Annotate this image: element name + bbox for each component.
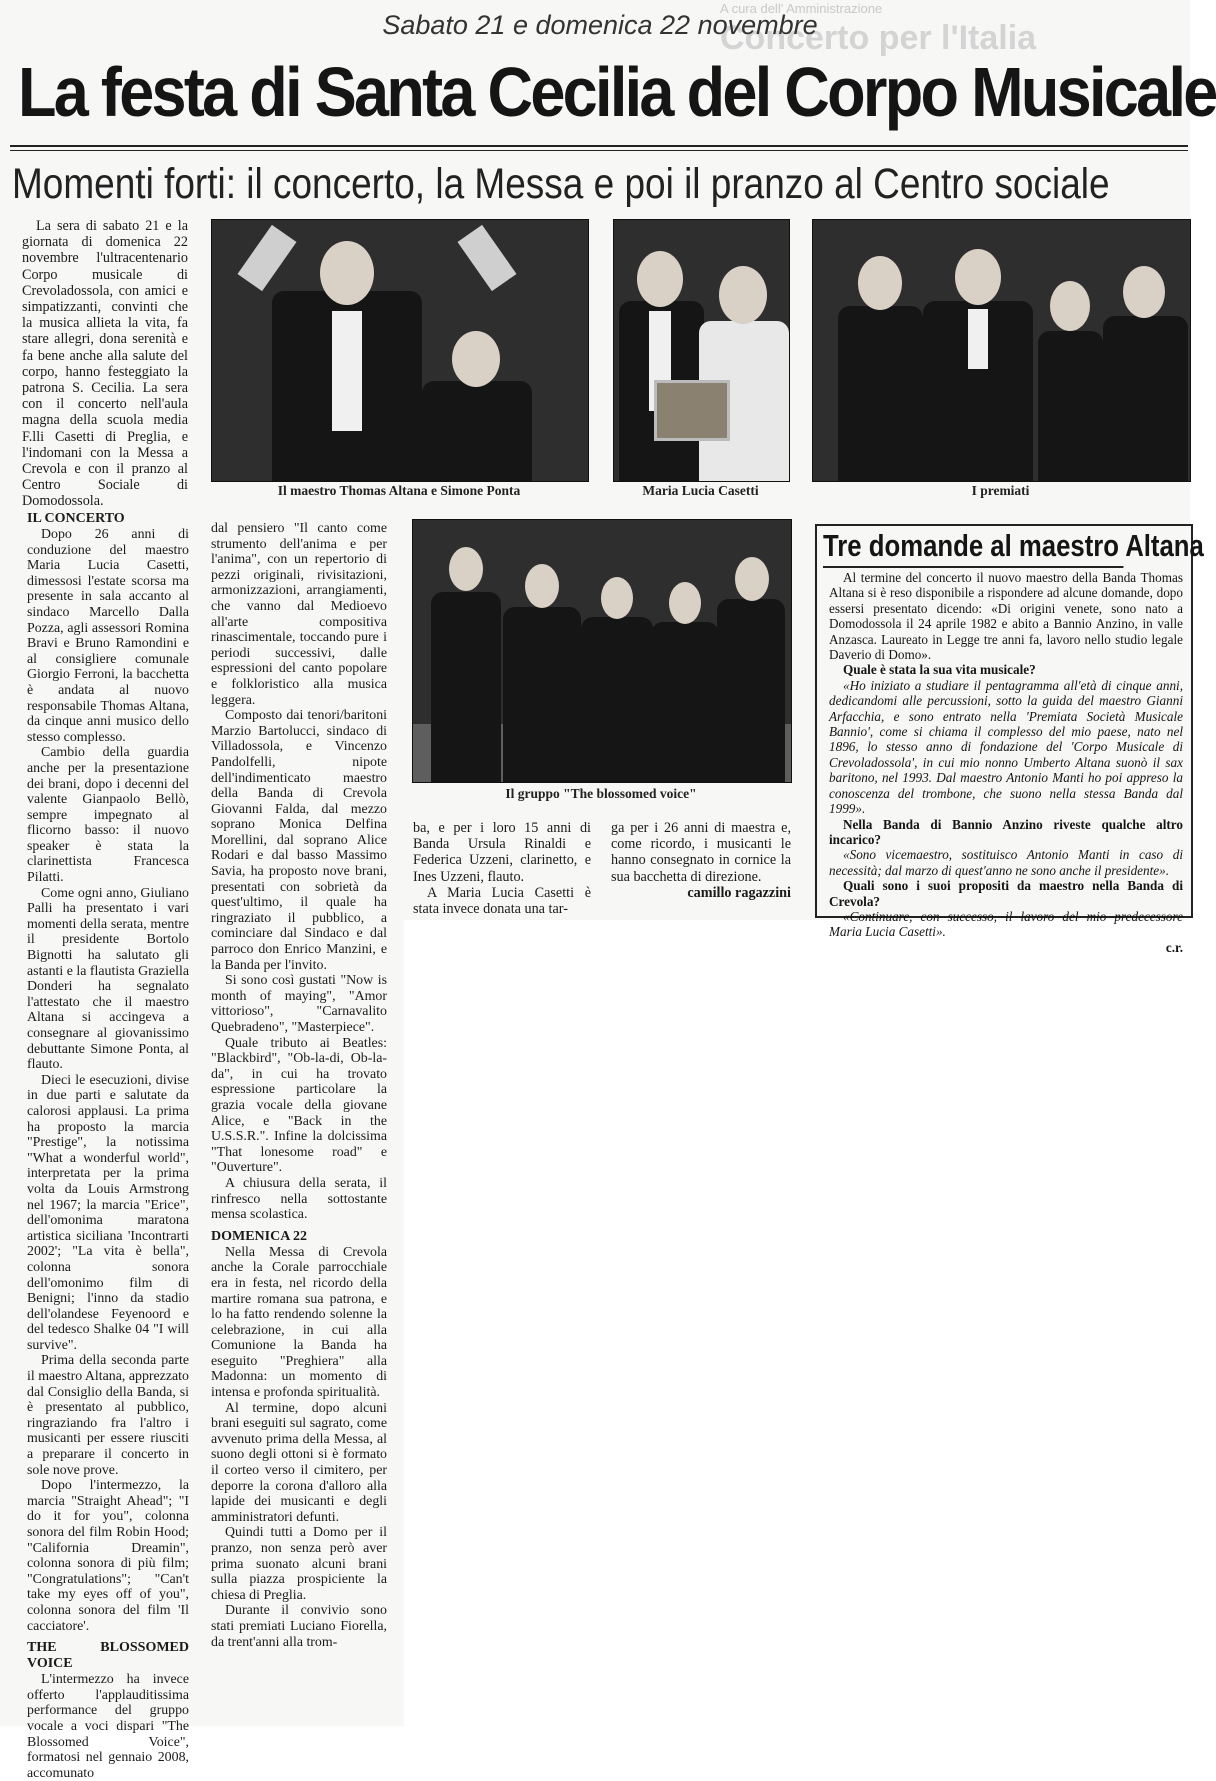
person-head <box>955 249 1001 305</box>
interview-answer: «Sono vicemaestro, sostituisco Antonio Manti in caso di necessità; dal marzo di quest'anno ne sono anche il presidente». <box>829 847 1183 878</box>
photo-caption: I premiati <box>971 483 1030 498</box>
paragraph: L'intermezzo ha invece offerto l'applauditissima performance del gruppo vocale a voci dispari "The Blossomed Voice", formatosi nel gennaio 2008, accomunato <box>27 1672 189 1781</box>
person-head <box>452 331 500 387</box>
person-figure <box>923 249 1033 481</box>
interview-question: Quali sono i suoi propositi da maestro nella Banda di Crevola? <box>829 878 1183 909</box>
interview-answer: «Continuare, con successo, il lavoro del mio predecessore Maria Lucia Casetti». <box>829 908 1183 940</box>
person-body <box>838 306 923 481</box>
person-figure <box>619 251 704 481</box>
section-heading: THE BLOSSOMED VOICE <box>27 1640 189 1672</box>
person-shirt <box>968 309 988 369</box>
person-figure <box>1103 266 1188 481</box>
person-figure <box>422 331 532 481</box>
sidebar-intro: Al termine del concerto il nuovo maestro della Banda Thomas Altana si è reso disponibile a rispondere ad alcune domande, dopo essersi presentato dicendo: «Di origini venete, sono nato a Domodossola il 24 aprile 1982 e abito a Bannio Anzino, in valle Anzasca. Laureato in Legge tre anni fa, lavoro nello studio legale Daverio di Domo». <box>829 570 1183 663</box>
framed-plaque <box>654 380 730 441</box>
person-head <box>669 582 701 624</box>
person-head <box>320 241 374 305</box>
paragraph: Quindi tutti a Domo per il pranzo, non senza però aver prima suonato alcuni brani sulla piazza prospiciente la chiesa di Preglia. <box>211 1525 387 1603</box>
subheadline: Momenti forti: il concerto, la Messa e poi il pranzo al Centro sociale <box>12 160 1110 208</box>
photo-maria-lucia-casetti <box>613 219 790 482</box>
interview-sidebar <box>815 524 1204 955</box>
paragraph: Come ogni anno, Giuliano Palli ha presentato i vari momenti della serata, mentre il presidente Bortolo Bignotti ha salutato gli astanti e la flautista Graziella Donderi ha segnalato l'attestato che il maestro Altana si accingeva a consegnare al giovanissimo debuttante Simone Ponta, al flauto. <box>27 885 189 1073</box>
person-body <box>717 599 785 782</box>
person-figure <box>503 564 581 782</box>
article-column-2 <box>211 521 387 1650</box>
person-figure <box>581 577 653 782</box>
kicker: Sabato 21 e domenica 22 novembre <box>382 10 818 40</box>
person-figure <box>717 557 785 782</box>
photo-caption: Maria Lucia Casetti <box>642 483 759 498</box>
photo-i-premiati <box>812 219 1191 482</box>
paragraph: dal pensiero "Il canto come strumento dell'anima e per l'anima", con un repertorio di pezzi originali, rivisitazioni, armonizzazioni, arrangiamenti, che vanno dal Medioevo all'arte compositiva rinascimentale, toccando pure i periodi successivi, dalle espressioni del canto popolare e folkloristico alla musica leggera. <box>211 521 387 708</box>
headline: La festa di Santa Cecilia del Corpo Musicale <box>18 53 1216 131</box>
person-figure <box>699 266 789 481</box>
ceiling-light <box>458 225 517 291</box>
paragraph: Dieci le esecuzioni, divise in due parti e salutate da calorosi applausi. La prima ha proposto la marcia "Prestige", la notissima "What a wonderful world", interpretata per la prima volta da Louis Armstrong nel 1967; la marcia "Erice", dell'omonima maratona artistica siciliana 'Incontrarti 2002'; "La vita è bella", colonna sonora dell'omonimo film di Benigni; l'inno da stadio dell'olandese Feyenoord e del tedesco Shalke 04 "I will survive". <box>27 1072 189 1353</box>
paragraph: ba, e per i loro 15 anni di Banda Ursula Rinaldi e Federica Uzzeni, clarinetto, e Ines Uzzeni, flauto. <box>413 820 591 885</box>
bleed-line: A cura dell' Amministrazione <box>720 1 883 16</box>
article-column-4 <box>611 820 791 901</box>
photo-caption: Il maestro Thomas Altana e Simone Ponta <box>277 483 521 498</box>
person-figure <box>431 547 501 782</box>
divider <box>10 150 1188 151</box>
paragraph: Composto dai tenori/baritoni Marzio Bartolucci, sindaco di Villadossola, e Vincenzo Pandolfelli, nipote dell'indimenticato maestro della Banda di Crevola Giovanni Falda, dal mezzo soprano Monica Delfina Morellini, dal soprano Alice Rodari e dal basso Massimo Savia, ha proposto nove brani, presentati con sobrietà da quest'ultimo, il quale ha ringraziato il pubblico, a cominciare dal Sindaco e dal parroco don Enrico Manzini, e la Banda per l'invito. <box>211 708 387 973</box>
person-body <box>431 592 501 782</box>
photo-caption: Il gruppo "The blossomed voice" <box>505 786 697 801</box>
article-column-1 <box>27 505 189 1781</box>
paragraph: Quale tributo ai Beatles: "Blackbird", "Ob-la-di, Ob-la-da", in cui ha trovato espressione particolare la grazia vocale della giovane Alice, e "Back in the U.S.S.R.". Infine la dolcissima "That lonesome road" e "Ouverture". <box>211 1035 387 1176</box>
sidebar-title: Tre domande al maestro Altana <box>823 528 1123 568</box>
person-body <box>581 617 653 782</box>
author-signature: camillo ragazzini <box>687 884 791 901</box>
person-body <box>1103 316 1188 481</box>
interview-question: Nella Banda di Bannio Anzino riveste qualche altro incarico? <box>829 816 1183 847</box>
article-intro <box>22 218 188 510</box>
intro-paragraph: La sera di sabato 21 e la giornata di domenica 22 novembre l'ultracentenario Corpo musicale di Crevoladossola, con amici e simpatizzanti, convinti che la musica allieta la vita, fa stare allegri, dona serenità e fa bene anche alla salute del corpo, hanno festeggiato la patrona S. Cecilia. La sera con il concerto nell'aula magna della scuola media F.lli Casetti di Preglia, e l'indomani con la Messa a Crevola e con il pranzo al Centro Sociale di Domodossola. <box>22 218 188 510</box>
interview-question: Quale è stata la sua vita musicale? <box>843 662 1036 678</box>
person-head <box>637 251 683 307</box>
paragraph: Durante il convivio sono stati premiati Luciano Fiorella, da trent'anni alla trom- <box>211 1603 387 1650</box>
paragraph: Cambio della guardia anche per la presentazione dei brani, dopo i decenni del valente Gianpaolo Bellò, sempre impegnato al flicorno basso: il nuovo speaker è stata la clarinettista Francesca Pilatti. <box>27 745 189 886</box>
person-body <box>422 381 532 481</box>
person-body <box>1038 331 1103 481</box>
paragraph: ga per i 26 anni di maestra e, come ricordo, i musicanti le hanno consegnato in cornice la sua bacchetta di direzione. <box>611 820 791 885</box>
interview-answer: «Ho iniziato a studiare il pentagramma all'età di cinque anni, dedicandomi alle percussioni, sotto la guida del maestro Gianni Arfacchia, e sono entrato nella 'Premiata Società Musicale Bannio', come si chiama il complesso del mio paese, nato nel 1896, lo stesso anno di fondazione del 'Corpo Musicale di Crevoladossola', in cui mio nonno Umberto Altana suonò il sax baritono, nel 1993. Dal maestro Antonio Manti ho poi appreso la conoscenza del trombone, che suono nella stessa Banda dal 1999». <box>829 677 1183 817</box>
person-head <box>525 564 559 608</box>
divider <box>10 145 1188 147</box>
paragraph: Dopo 26 anni di conduzione del maestro Maria Lucia Casetti, dimessosi l'estate scorsa ma presente in sala accanto al sindaco Marcello Dalla Pozza, agli assessori Romina Bravi e Bruno Ramondini e al consigliere comunale Giorgio Ferroni, la bacchetta è andata al nuovo responsabile Thomas Altana, da cinque anni musico dello stesso complesso. <box>27 527 189 745</box>
person-head <box>719 266 767 324</box>
person-figure <box>838 256 923 481</box>
paragraph: A chiusura della serata, il rinfresco nella sottostante mensa scolastica. <box>211 1175 387 1223</box>
sidebar-text <box>829 570 1183 955</box>
person-head <box>1123 266 1165 318</box>
person-figure <box>651 582 719 782</box>
person-head <box>735 557 769 601</box>
bleed-line: Concerto per l'Italia <box>720 19 1037 57</box>
person-head <box>1050 281 1090 331</box>
section-heading: DOMENICA 22 <box>211 1228 308 1244</box>
paragraph: Nella Messa di Crevola anche la Corale parrocchiale era in festa, nel ricordo della martire romana sua patrona, e lo ha fatto rendendo solenne la celebrazione, in cui alla Comunione la Banda ha eseguito "Preghiera" alla Madonna: un momento di intensa e profonda spiritualità. <box>211 1244 387 1401</box>
paragraph: Al termine, dopo alcuni brani eseguiti sul sagrato, come avvenuto prima della Messa, al suono degli ottoni si è formato il corteo verso il cimitero, per deporre la corona d'alloro alla lapide dei musicanti e degli amministratori defunti. <box>211 1400 387 1525</box>
person-figure <box>1038 281 1103 481</box>
person-body <box>651 622 719 782</box>
person-shirt <box>332 311 362 431</box>
paragraph: A Maria Lucia Casetti è stata invece donata una tar- <box>413 884 591 918</box>
photo-maestro-and-simone <box>211 219 589 482</box>
section-heading: IL CONCERTO <box>27 511 125 526</box>
person-figure <box>272 241 422 481</box>
person-head <box>858 256 902 310</box>
sidebar-initials: c.r. <box>1165 939 1183 955</box>
paragraph: Si sono così gustati "Now is month of maying", "Amor vittorioso", "Carnavalito Quebradeno", "Masterpiece". <box>211 973 387 1035</box>
paragraph: Dopo l'intermezzo, la marcia "Straight Ahead"; "I do it for you", colonna sonora del film Robin Hood; "California Dreamin", colonna sonora di più film; "Congratulations"; "Can't take my eyes off of you", colonna sonora del film 'Il cacciatore'. <box>27 1478 189 1634</box>
person-head <box>601 577 633 619</box>
person-head <box>449 547 483 591</box>
article-column-3 <box>413 820 591 917</box>
paragraph: Prima della seconda parte il maestro Altana, apprezzato dal Consiglio della Banda, si è presentato al pubblico, ringraziando fra l'altro i musicanti per essere riusciti a preparare il concerto in sole nove prove. <box>27 1353 189 1478</box>
photo-blossomed-voice <box>412 519 792 783</box>
person-body <box>503 607 581 782</box>
